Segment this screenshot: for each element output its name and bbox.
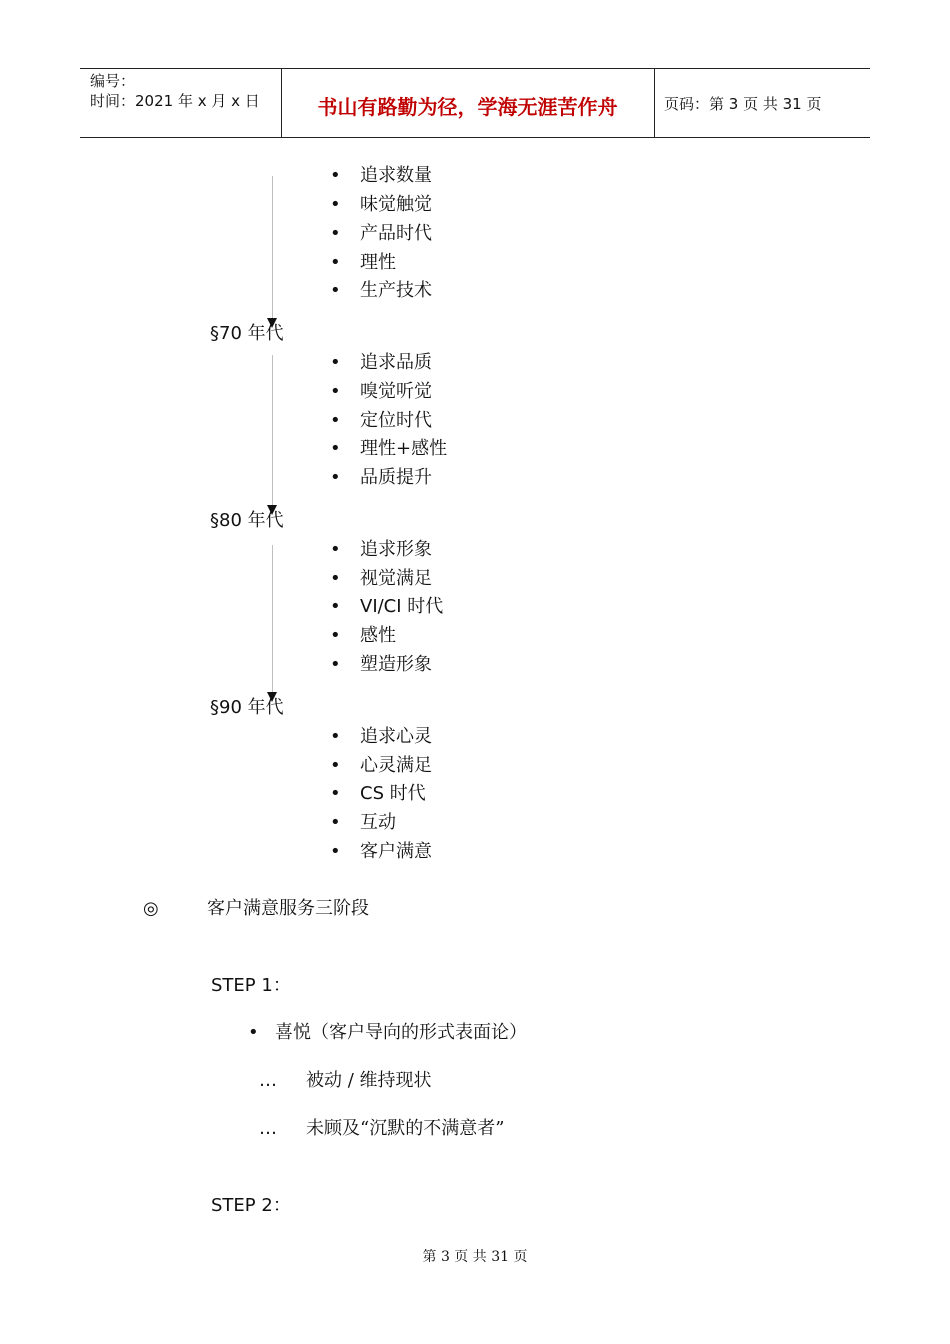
timeline-line	[272, 545, 273, 695]
step-1-label: STEP 1：	[211, 975, 291, 996]
step-2-label: STEP 2：	[211, 1195, 291, 1216]
decade-heading-80s: §80 年代	[210, 510, 284, 531]
header-page-cell	[655, 69, 870, 137]
decade-heading-70s: §70 年代	[210, 323, 284, 344]
page-footer: 第 3 页 共 31 页	[422, 1249, 528, 1265]
step-1-item: 被动 / 维持现状	[306, 1070, 432, 1091]
header-page-number: 页码：第 3 页 共 31 页	[664, 95, 822, 113]
ellipsis-icon: …	[259, 1118, 277, 1139]
header-motto-cell	[281, 69, 655, 137]
timeline-line	[272, 355, 273, 507]
decade-heading-90s: §90 年代	[210, 697, 284, 718]
section-title: 客户满意服务三阶段	[207, 898, 369, 919]
timeline-line	[272, 176, 273, 321]
step-1-item: 未顾及“沉默的不满意者”	[306, 1118, 505, 1139]
motto: 书山有路勤为径，学海无涯苦作舟	[317, 95, 618, 119]
step-1-bullet: 喜悦（客户导向的形式表面论）	[275, 1022, 527, 1043]
document-date: 时间：2021 年 x 月 x 日	[90, 92, 260, 110]
section-symbol-icon: ◎	[143, 898, 159, 919]
bullet-icon: •	[248, 1022, 259, 1043]
document-number: 编号：	[90, 72, 136, 90]
header-info-cell	[80, 69, 282, 137]
page-header	[80, 68, 870, 138]
ellipsis-icon: …	[259, 1070, 277, 1091]
